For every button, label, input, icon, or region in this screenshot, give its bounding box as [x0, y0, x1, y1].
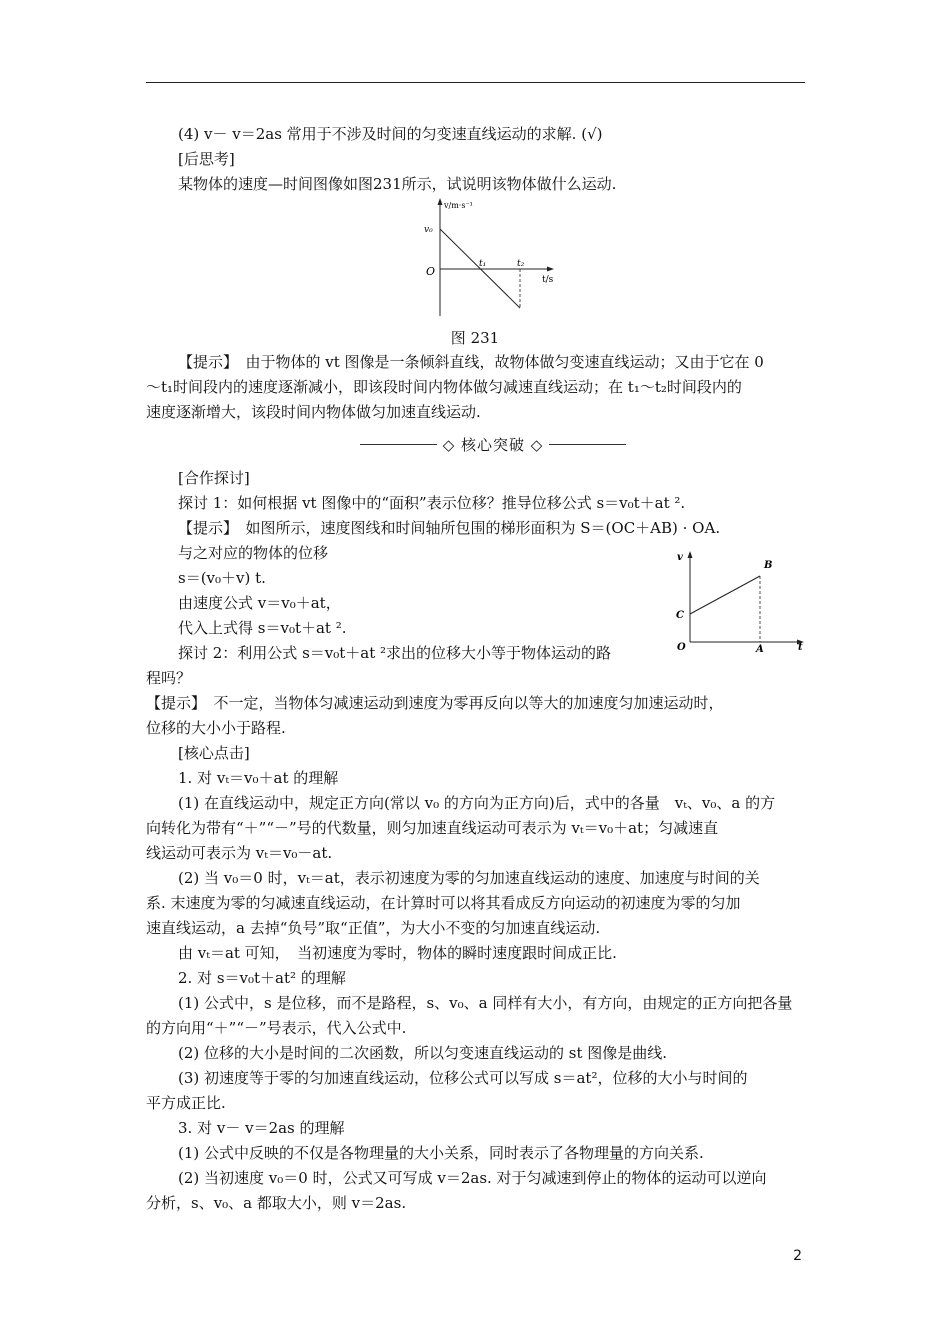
text-line: 某物体的速度—时间图像如图231所示，试说明该物体做什么运动. — [178, 175, 617, 193]
section-heading — [360, 434, 626, 455]
figure-velocity-time-graph — [420, 196, 570, 320]
x-axis-arrow — [547, 267, 554, 272]
text-line: 线运动可表示为 vₜ＝v₀－at. — [146, 844, 333, 862]
text-line: (2) 当初速度 v₀＝0 时，公式又可写成 v＝2as. 对于匀减速到停止的物体的运动可以逆向 — [178, 1169, 767, 1187]
a-label: A — [756, 644, 764, 655]
header-rule — [146, 82, 805, 83]
text-line: (4) v－ v＝2as 常用于不涉及时间的匀变速直线运动的求解. (√) — [178, 125, 603, 143]
text-line: s＝(v₀＋v) t. — [178, 569, 266, 587]
text-line: (1) 在直线运动中，规定正方向(常以 v₀ 的方向为正方向)后，式中的各量 vₜ、v₀、a 的方 — [178, 794, 776, 812]
text-line: 探讨 2：利用公式 s＝v₀t＋at ²求出的位移大小等于物体运动的路 — [178, 644, 612, 662]
t1-label: t₁ — [479, 259, 487, 269]
v-axis-arrow — [688, 551, 693, 558]
text-line: 由速度公式 v＝v₀＋at， — [178, 594, 341, 612]
text-line: 探讨 1：如何根据 vt 图像中的“面积”表示位移？推导位移公式 s＝v₀t＋at ². — [178, 494, 686, 512]
text-line: 系. 末速度为零的匀减速直线运动，在计算时可以将其看成反方向运动的初速度为零的匀加 — [146, 894, 741, 912]
figure-caption: 图 231 — [450, 329, 500, 347]
text-line: 位移的大小小于路程. — [146, 719, 286, 737]
o-label: O — [677, 642, 686, 653]
velocity-line — [690, 576, 760, 614]
v-label: v — [677, 552, 683, 563]
text-line: 向转化为带有“＋”“－”号的代数量，则匀加速直线运动可表示为 vₜ＝v₀＋at；匀减速直 — [146, 819, 719, 837]
text-line: (3) 初速度等于零的匀加速直线运动，位移公式可以写成 s＝at²，位移的大小与时间的 — [178, 1069, 748, 1087]
text-line: (1) 公式中反映的不仅是各物理量的大小关系，同时表示了各物理量的方向关系. — [178, 1144, 704, 1162]
text-line: (1) 公式中，s 是位移，而不是路程，s、v₀、a 同样有大小，有方向，由规定的正方向把各量 — [178, 994, 793, 1012]
text-line: [合作探讨] — [178, 469, 250, 487]
text-line: 与之对应的物体的位移 — [178, 544, 329, 562]
text-line: 速直线运动，a 去掉“负号”取“正值”，为大小不变的匀加速直线运动. — [146, 919, 601, 937]
y-axis-label: v/m·s⁻¹ — [444, 201, 473, 210]
section-title: ◇ 核心突破 ◇ — [442, 436, 544, 454]
text-line: 3. 对 v－ v＝2as 的理解 — [178, 1119, 345, 1137]
text-line: 平方成正比. — [146, 1094, 226, 1112]
text-line: 【提示】 由于物体的 vt 图像是一条倾斜直线，故物体做匀变速直线运动；又由于它在 0 — [178, 353, 764, 371]
c-label: C — [676, 610, 684, 621]
text-line: 【提示】 如图所示，速度图线和时间轴所包围的梯形面积为 S＝(OC＋AB) · OA. — [178, 519, 721, 537]
origin-label: O — [426, 265, 436, 278]
y-axis-arrow — [438, 198, 443, 205]
text-line: 【提示】 不一定，当物体匀减速运动到速度为零再反向以等大的加速度匀加速运动时， — [146, 694, 724, 712]
page-number: 2 — [793, 1248, 802, 1264]
text-line: 程吗？ — [146, 669, 192, 687]
text-line: ～t₁时间段内的速度逐渐减小，即该段时间内物体做匀减速直线运动；在 t₁～t₂时间段内的 — [146, 378, 742, 396]
x-axis-label: t/s — [542, 275, 554, 285]
t-label: t — [798, 642, 803, 653]
text-line: 1. 对 vₜ＝v₀＋at 的理解 — [178, 769, 339, 787]
text-line: 的方向用“＋”“－”号表示，代入公式中. — [146, 1019, 407, 1037]
text-line: (2) 当 v₀＝0 时，vₜ＝at，表示初速度为零的匀加速直线运动的速度、加速度与时间的关 — [178, 869, 760, 887]
heading-rule-right — [549, 444, 626, 445]
text-line: (2) 位移的大小是时间的二次函数，所以匀变速直线运动的 st 图像是曲线. — [178, 1044, 668, 1062]
text-line: 分析，s、v₀、a 都取大小，则 v＝2as. — [146, 1194, 407, 1212]
text-line: 代入上式得 s＝v₀t＋at ². — [178, 619, 347, 637]
text-line: 2. 对 s＝v₀t＋at² 的理解 — [178, 969, 346, 987]
text-line: [后思考] — [178, 150, 235, 168]
text-line: 由 vₜ＝at 可知， 当初速度为零时，物体的瞬时速度跟时间成正比. — [178, 944, 617, 962]
figure-trapezoid-graph — [672, 546, 810, 656]
v0-label: v₀ — [424, 225, 433, 235]
text-line: 速度逐渐增大，该段时间内物体做匀加速直线运动. — [146, 403, 481, 421]
b-label: B — [764, 560, 773, 571]
t2-label: t₂ — [517, 259, 525, 269]
heading-rule-left — [360, 444, 437, 445]
text-line: [核心点击] — [178, 744, 250, 762]
